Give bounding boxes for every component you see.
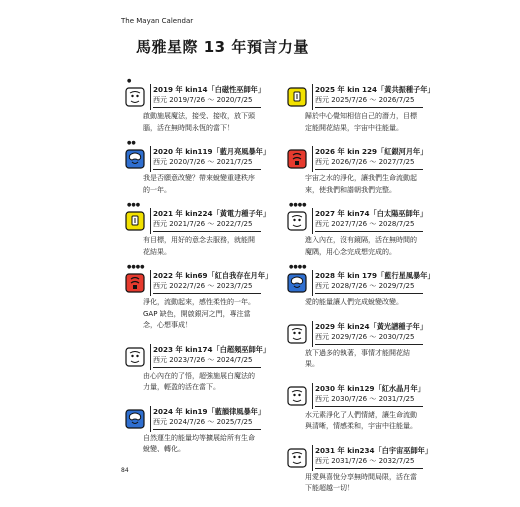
wizard-glyph-icon: [125, 347, 145, 367]
divider-line: [312, 383, 313, 409]
year-heading: 2021 年 kin224「黃電力種子年」: [153, 209, 271, 218]
year-description: 啟動施展魔法，接受、接收，放下頭腦，活在無時間永恆的當下！: [143, 112, 255, 132]
year-entry: [287, 146, 467, 196]
year-description: 用愛與喜悅分享無時間局限，活在當下能超越一切！: [305, 472, 417, 492]
year-dates: 西元 2030/7/26 ～ 2031/7/25: [315, 394, 423, 407]
year-dates: 西元 2022/7/26 ～ 2023/7/25: [153, 281, 261, 294]
divider-line: [312, 270, 313, 296]
year-dates: 西元 2019/7/26 ～ 2020/7/25: [153, 95, 261, 108]
year-dates: 西元 2031/7/26 ～ 2032/7/25: [315, 456, 423, 469]
year-heading: 2027 年 kin74「白太陽巫師年」: [315, 209, 428, 218]
right-column: [287, 84, 467, 507]
year-heading: 2020 年 kin119「藍月亮風暴年」: [153, 147, 271, 156]
year-heading: 2029 年 kin24「黃光譜種子年」: [315, 321, 428, 331]
year-entry: [287, 445, 467, 495]
tone-dots-icon: ●●●●: [127, 264, 145, 270]
wizard-glyph-icon: [287, 324, 307, 344]
storm-glyph-icon: [125, 409, 145, 429]
year-description: 有目標，用好的意念去服務，就能開花結果。: [143, 236, 255, 256]
moon-glyph-icon: [287, 149, 307, 169]
wizard-glyph-icon: [287, 211, 307, 231]
year-entry: [125, 264, 305, 332]
tone-dots-icon: ●●●: [127, 202, 141, 208]
wizard-glyph-icon: [287, 386, 307, 406]
divider-line: [312, 84, 313, 110]
year-dates: 西元 2024/7/26 ～ 2025/7/25: [153, 417, 261, 430]
year-description: 進入內在，沒有鏡隔，活在無時間的魔隅，用心念完成想完成的。: [305, 236, 417, 256]
year-description: 宇宙之水的淨化，讓我們生命流動起來，使我們和諧朝我們完整。: [305, 174, 417, 194]
year-heading: 2023 年 kin174「白超頻巫師年」: [153, 344, 271, 354]
year-description: 由心內在的了悟，超強施展白魔法的力量，輕盈的活在當下。: [143, 371, 255, 391]
year-description: 愛的能量讓人們完成蛻變改變。: [305, 298, 403, 306]
seed-glyph-icon: [287, 87, 307, 107]
year-entry: [287, 202, 467, 258]
year-entry: [125, 140, 305, 196]
year-entry: [125, 344, 305, 394]
year-heading: 2019 年 kin14「白磁性巫師年」: [153, 85, 266, 94]
year-entry: [287, 84, 467, 134]
divider-line: [312, 208, 313, 234]
year-heading: 2028 年 kin 179「藍行星風暴年」: [315, 271, 435, 280]
year-entry: [125, 78, 305, 134]
tone-dots-icon: ●●●●: [289, 264, 307, 270]
year-dates: 西元 2020/7/26 ～ 2021/7/25: [153, 157, 261, 170]
divider-line: [150, 270, 151, 296]
year-dates: 西元 2021/7/26 ～ 2022/7/25: [153, 219, 261, 232]
storm-glyph-icon: [125, 149, 145, 169]
year-description: 自然運生的能量均等擴展給所有生命蛻變、轉化。: [143, 433, 255, 453]
year-entry: [125, 406, 305, 456]
divider-line: [150, 84, 151, 110]
tone-dots-icon: ●●●●: [289, 202, 307, 208]
moon-glyph-icon: [125, 273, 145, 293]
year-heading: 2026 年 kin 229「紅銀河月年」: [315, 147, 428, 156]
year-heading: 2022 年 kin69「紅自我存在月年」: [153, 271, 273, 280]
page-title: 馬雅星際 13 年預言力量: [136, 38, 309, 56]
year-dates: 西元 2026/7/26 ～ 2027/7/25: [315, 157, 423, 170]
year-description: 水元素淨化了人們情緒，讓生命流動與清晰，情感柔和，宇宙中往能量。: [305, 410, 417, 430]
year-entry: [125, 202, 305, 258]
year-dates: 西元 2023/7/26 ～ 2024/7/25: [153, 355, 261, 368]
divider-line: [312, 321, 313, 347]
year-description: 放下過多的執著，事情才能開花結果。: [305, 348, 410, 368]
seed-glyph-icon: [125, 211, 145, 231]
divider-line: [312, 445, 313, 471]
year-dates: 西元 2029/7/26 ～ 2030/7/25: [315, 332, 423, 345]
page-number: 84: [121, 467, 129, 474]
year-entry: [287, 383, 467, 433]
year-dates: 西元 2025/7/26 ～ 2026/7/25: [315, 95, 423, 108]
divider-line: [150, 146, 151, 172]
year-description: 歸於中心覺知相信自己的潛力，目標定能開花結果，宇宙中往能量。: [305, 112, 417, 132]
wizard-glyph-icon: [287, 448, 307, 468]
year-dates: 西元 2027/7/26 ～ 2028/7/25: [315, 219, 423, 232]
year-heading: 2025 年 kin 124「黃共振種子年」: [315, 85, 435, 94]
year-description: 我是否願意改變？帶來蛻變重建秩序的一年。: [143, 174, 255, 194]
year-dates: 西元 2028/7/26 ～ 2029/7/25: [315, 281, 423, 294]
tone-dots-icon: ●●: [127, 140, 136, 146]
divider-line: [150, 208, 151, 234]
year-heading: 2024 年 kin19「藍韻律風暴年」: [153, 406, 266, 416]
year-heading: 2031 年 kin234「白宇宙巫師年」: [315, 445, 433, 455]
divider-line: [150, 344, 151, 370]
tone-dots-icon: ●: [127, 78, 132, 84]
year-heading: 2030 年 kin129「紅水晶月年」: [315, 383, 425, 393]
wizard-glyph-icon: [125, 87, 145, 107]
year-description: 淨化，流動起來，感性柔性的一年。GAP 缺色，開啟銀河之門，專注當念，心想事成！: [143, 298, 255, 329]
divider-line: [312, 146, 313, 172]
year-entry: [287, 264, 467, 309]
divider-line: [150, 406, 151, 432]
storm-glyph-icon: [287, 273, 307, 293]
left-column: [125, 78, 305, 468]
year-entry: [287, 321, 467, 371]
running-header: The Mayan Calendar: [121, 17, 194, 25]
